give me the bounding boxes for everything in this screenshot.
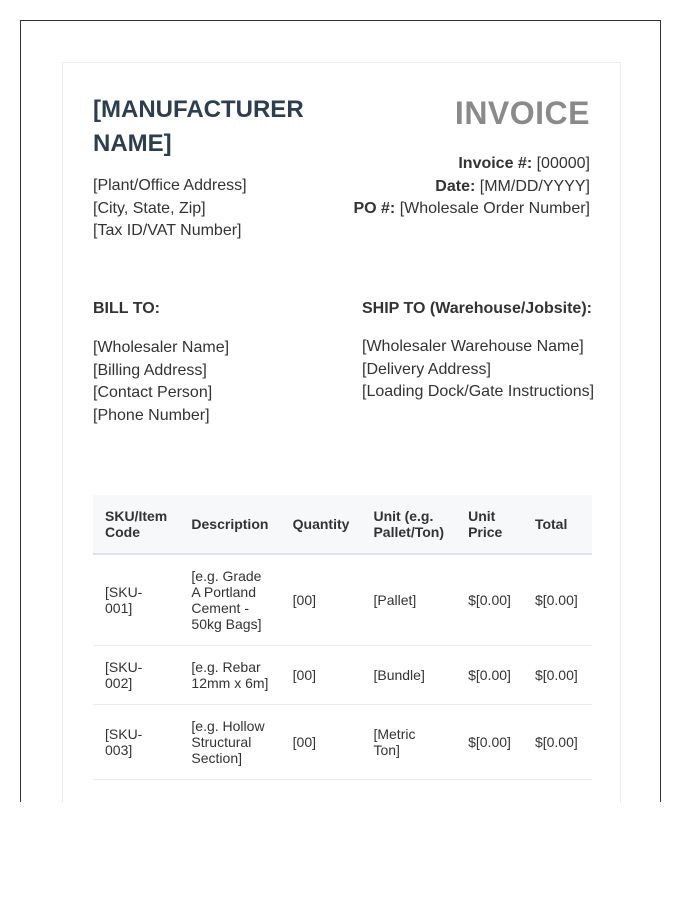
column-header-quantity: Quantity [281, 495, 362, 554]
cell-total: $[0.00] [523, 646, 592, 705]
manufacturer-details [93, 175, 247, 243]
cell-unit: [Bundle] [361, 646, 456, 705]
table-row [93, 554, 592, 646]
cell-total: $[0.00] [523, 705, 592, 780]
page-frame [20, 20, 661, 802]
cell-unit-price: $[0.00] [456, 705, 523, 780]
manufacturer-name: [MANUFACTURER NAME] [93, 96, 304, 157]
ship-to-line: [Delivery Address] [362, 360, 491, 378]
manufacturer-tax-id: [Tax ID/VAT Number] [93, 222, 242, 239]
cell-description: [e.g. Hollow Structural Section] [179, 705, 280, 780]
invoice-date-value: [MM/DD/YYYY] [479, 177, 590, 195]
invoice-number-label: Invoice #: [458, 155, 533, 172]
ship-to-label: SHIP TO (Warehouse/Jobsite): [362, 300, 592, 317]
ship-to-section [362, 297, 602, 404]
bill-to-line: [Contact Person] [93, 384, 213, 401]
invoice-title: INVOICE [454, 95, 590, 131]
table-row [93, 646, 592, 705]
cell-sku: [SKU-001] [93, 554, 179, 646]
column-header-unit: Unit (e.g. Pallet/Ton) [361, 495, 456, 554]
column-header-description: Description [179, 495, 280, 554]
ship-to-line: [Wholesaler Warehouse Name] [362, 338, 584, 355]
ship-to-lines [362, 336, 602, 404]
invoice-number-row [350, 153, 590, 176]
po-number-label: PO #: [353, 200, 396, 217]
manufacturer-city-state-zip: [City, State, Zip] [93, 199, 206, 217]
column-header-total: Total [523, 495, 592, 554]
bill-to-label: BILL TO: [93, 300, 160, 317]
cell-unit: [Pallet] [361, 554, 456, 646]
column-header-unit-price: Unit Price [456, 495, 523, 554]
bill-to-section [93, 297, 333, 427]
invoice-date-row [350, 176, 590, 199]
cell-quantity: [00] [281, 646, 362, 705]
cell-unit-price: $[0.00] [456, 554, 523, 646]
bill-to-lines [93, 337, 333, 427]
cell-quantity: [00] [281, 705, 362, 780]
manufacturer-address: [Plant/Office Address] [93, 177, 247, 194]
cell-description: [e.g. Rebar 12mm x 6m] [179, 646, 280, 705]
cell-sku: [SKU-003] [93, 705, 179, 780]
bill-to-line: [Phone Number] [93, 406, 210, 424]
line-items-table [93, 495, 592, 780]
ship-to-line: [Loading Dock/Gate Instructions] [362, 383, 595, 400]
cell-total: $[0.00] [523, 554, 592, 646]
po-number-row [350, 198, 590, 221]
invoice-date-label: Date: [435, 177, 476, 195]
cell-unit-price: $[0.00] [456, 646, 523, 705]
invoice-number-value: [00000] [536, 155, 590, 172]
cell-quantity: [00] [281, 554, 362, 646]
table-row [93, 705, 592, 780]
po-number-value: [Wholesale Order Number] [399, 200, 590, 217]
cell-sku: [SKU-002] [93, 646, 179, 705]
cell-description: [e.g. Grade A Portland Cement - 50kg Bags] [179, 554, 280, 646]
column-header-sku: SKU/Item Code [93, 495, 179, 554]
bill-to-line: [Billing Address] [93, 361, 207, 379]
invoice-document [62, 62, 621, 803]
cell-unit: [Metric Ton] [361, 705, 456, 780]
table-header-row [93, 495, 592, 554]
bill-to-line: [Wholesaler Name] [93, 339, 230, 356]
invoice-meta [350, 153, 590, 221]
